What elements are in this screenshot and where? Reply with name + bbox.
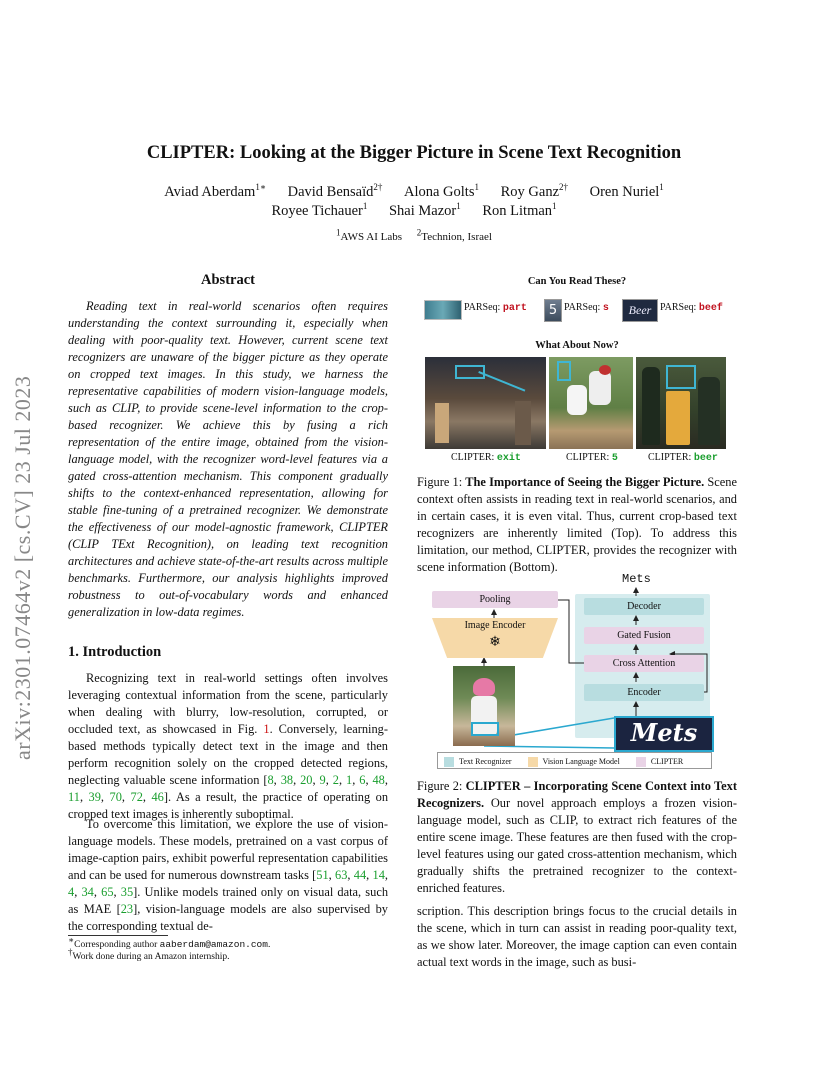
legend-swatch xyxy=(636,757,646,767)
beer-glass-shape xyxy=(666,391,690,445)
citation-link[interactable]: 70 xyxy=(109,790,122,804)
legend-item: Text Recognizer xyxy=(444,757,512,766)
person-shape xyxy=(515,401,531,445)
citation-link[interactable]: 14 xyxy=(372,868,385,882)
citation-link[interactable]: 48 xyxy=(372,773,385,787)
bottle-shape xyxy=(698,377,720,445)
scene-image-player xyxy=(453,666,515,746)
footnote-rule xyxy=(68,935,168,936)
author: Ron Litman$^1$ xyxy=(482,201,557,219)
affiliation: $^2$Technion, Israel xyxy=(416,227,492,243)
citation-link[interactable]: 46 xyxy=(151,790,164,804)
citation-link[interactable]: 11 xyxy=(68,790,80,804)
scene-image-mall xyxy=(425,357,546,449)
arxiv-stamp: arXiv:2301.07464v2 [cs.CV] 23 Jul 2023 xyxy=(10,375,35,760)
author: Roy Ganz$^{2\dagger}$ xyxy=(500,182,568,200)
figure-ref-link[interactable]: 1 xyxy=(263,722,270,736)
scene-image-baseball xyxy=(549,357,633,449)
right-column-continuation: scription. This description brings focus to the crucial details in the scene, which in turn can assist in reading poor-quality text, as we show later. Moreover, the image caption can even contain actual text words in the image, such as busi- xyxy=(417,904,737,969)
output-word: Mets xyxy=(622,572,651,586)
author: Royee Tichauer$^1$ xyxy=(271,201,368,219)
intro-paragraph-2: To overcome this limitation, we explore the use of vision-language models. These models, pretrained on a vast corpus of image-caption pairs, exhibit powerful representation capabilities and can be used for numerous downstream tasks [51, 63, 44, 14, 4, 34, 65, 35]. Unlike models trained only on visual data, such as MAE [23], vision-language models are also supervised by the corresponding textual de- xyxy=(68,817,389,933)
citation-link[interactable]: 51 xyxy=(316,868,329,882)
detection-line xyxy=(478,371,525,392)
citation-link[interactable]: 23 xyxy=(120,902,134,916)
citation-list[interactable]: 51, 63, 44, 14, 4, 34, 65, 35 xyxy=(68,868,389,899)
legend-item: CLIPTER xyxy=(636,757,683,766)
player-shape xyxy=(589,371,611,405)
legend-item: Vision Language Model xyxy=(528,757,620,766)
abstract-body: Reading text in real-world scenarios often requires understanding the context surrounding it, especially when dealing with poor-quality text. However, current scene text recognizers are unaware of the bigger picture as they operate on cropped text images. In this study, we harness the representative capabilities of modern vision-language models, such as CLIP, to provide scene-level information to the crop-based recognizer. We achieve this by fusing a rich representation of the entire image, obtained from the vision-language model, with the recognizer word-level features via a gated cross-attention mechanism. This component gradually shifts to the context-enhanced representation, allowing for stable fine-tuning of a pretrained recognizer. We demonstrate the effectiveness of our model-agnostic framework, CLIPTER (CLIP TExt Recognition), on leading text recognition architectures and achieve state-of-the-art results across multiple benchmarks. Furthermore, our analysis highlights improved robustness to out-of-vocabulary words and enhanced generalization in low-data regimes. xyxy=(68,299,388,619)
text-crop-image: 5 xyxy=(544,299,562,322)
gated-fusion-block: Gated Fusion xyxy=(584,627,704,644)
citation-link[interactable]: 20 xyxy=(300,773,313,787)
email-link[interactable]: aaberdam@amazon.com xyxy=(159,939,268,950)
snowflake-icon: ❄ xyxy=(489,634,501,650)
helmet-shape xyxy=(473,678,495,696)
author: Shai Mazor$^1$ xyxy=(388,201,461,219)
author: Alona Golts$^1$ xyxy=(404,182,479,200)
citation-link[interactable]: 72 xyxy=(130,790,143,804)
citation-link[interactable]: 38 xyxy=(280,773,294,787)
parseq-prediction: PARSeq: s xyxy=(564,302,609,314)
parseq-prediction: PARSeq: part xyxy=(464,302,527,314)
intro-paragraph-1: Recognizing text in real-world settings often involves leveraging contextual information from the scene, particularly when dealing with blurry, low-resolution, corrupted, or occluded text, as showcased in Fig. 1. Conversely, learning-based methods typically detect text in the image and then perform recognition solely on the cropped detected regions, neglecting valuable scene information [8, 38, 20, 9, 2, 1, 6, 48, 11, 39, 70, 72, 46]. As a result, the practice of operating on cropped text images is inherently suboptimal. xyxy=(68,671,389,821)
decoder-block: Decoder xyxy=(584,598,704,615)
person-shape xyxy=(435,403,449,443)
scene-image-beer xyxy=(636,357,726,449)
figure2-legend xyxy=(437,752,712,769)
legend-swatch xyxy=(444,757,454,767)
clipter-prediction: CLIPTER: 5 xyxy=(566,452,618,464)
paper-title: CLIPTER: Looking at the Bigger Picture in Scene Text Recognition xyxy=(146,143,682,163)
author: Oren Nuriel$^1$ xyxy=(589,182,664,200)
parseq-prediction: PARSeq: beef xyxy=(660,302,723,314)
cross-attention-block: Cross Attention xyxy=(584,655,704,672)
image-encoder-label: Image Encoder xyxy=(464,620,526,631)
citation-link[interactable]: 35 xyxy=(120,885,134,899)
citation-link[interactable]: 44 xyxy=(353,868,367,882)
pooling-block: Pooling xyxy=(432,591,558,608)
legend-swatch xyxy=(528,757,538,767)
figure1-caption: Figure 1: The Importance of Seeing the Bigger Picture. Scene context often assists in reading text in real-world scenarios, and in certain cases, it is even vital. Thus, current crop-based text recognizers are inherently limited (Top). To address this limitation, our method, CLIPTER, provides the recognizer with scene information (Bottom). xyxy=(417,475,737,574)
citation-link[interactable]: 65 xyxy=(101,885,114,899)
figure2-caption: Figure 2: CLIPTER – Incorporating Scene Context into Text Recognizers. Our novel approach employs a frozen vision-language model, such as CLIP, to extract rich features of the entire scene image. These features are then fused with the crop-level features using our gated cross-attention mechanism, which gradually shifts the pretrained recognizer to the context-enriched features. xyxy=(417,779,737,895)
figure2-diagram xyxy=(424,574,724,774)
clipter-prediction: CLIPTER: beer xyxy=(648,452,718,464)
figure1-crop-row xyxy=(424,299,734,321)
citation-link[interactable]: 4 xyxy=(68,885,75,899)
citation-link[interactable]: 34 xyxy=(81,885,94,899)
citation-link[interactable]: 1 xyxy=(346,773,353,787)
player-helmet xyxy=(599,365,611,375)
text-crop-image: Beer xyxy=(622,299,658,322)
detection-box xyxy=(666,365,696,389)
detection-box xyxy=(471,722,499,736)
cropped-text-image: Mets xyxy=(614,716,714,752)
citation-link[interactable]: 39 xyxy=(88,790,101,804)
text-crop-image xyxy=(424,300,462,320)
detection-box xyxy=(557,361,571,381)
citation-link[interactable]: 2 xyxy=(332,773,339,787)
player-shape xyxy=(567,385,587,415)
bottle-shape xyxy=(642,367,660,445)
intro-heading: 1. Introduction xyxy=(68,644,162,660)
citation-link[interactable]: 6 xyxy=(359,773,366,787)
author: Aviad Aberdam$^{1∗}$ xyxy=(164,182,266,200)
figure1-top-heading: Can You Read These? xyxy=(527,276,627,287)
encoder-block: Encoder xyxy=(584,684,704,701)
authors-line-2 xyxy=(0,203,828,220)
affiliations xyxy=(0,227,828,243)
citation-link[interactable]: 8 xyxy=(267,773,274,787)
citation-list[interactable]: 8, 38, 20, 9, 2, 1, 6, 48, 11, 39, 70, 72, 46 xyxy=(68,773,388,804)
footnote-1: ∗Corresponding author aaberdam@amazon.com. xyxy=(68,934,271,950)
author: David Bensaïd$^{2\dagger}$ xyxy=(287,182,383,200)
citation-link[interactable]: 9 xyxy=(319,773,326,787)
abstract-heading: Abstract xyxy=(201,272,255,288)
figure1-bottom-heading: What About Now? xyxy=(535,340,619,351)
affiliation: $^1$AWS AI Labs xyxy=(336,227,402,243)
footnote-2: †Work done during an Amazon internship. xyxy=(68,947,230,963)
clipter-prediction: CLIPTER: exit xyxy=(451,452,521,464)
citation-link[interactable]: 63 xyxy=(335,868,348,882)
authors-line-1 xyxy=(0,184,828,201)
